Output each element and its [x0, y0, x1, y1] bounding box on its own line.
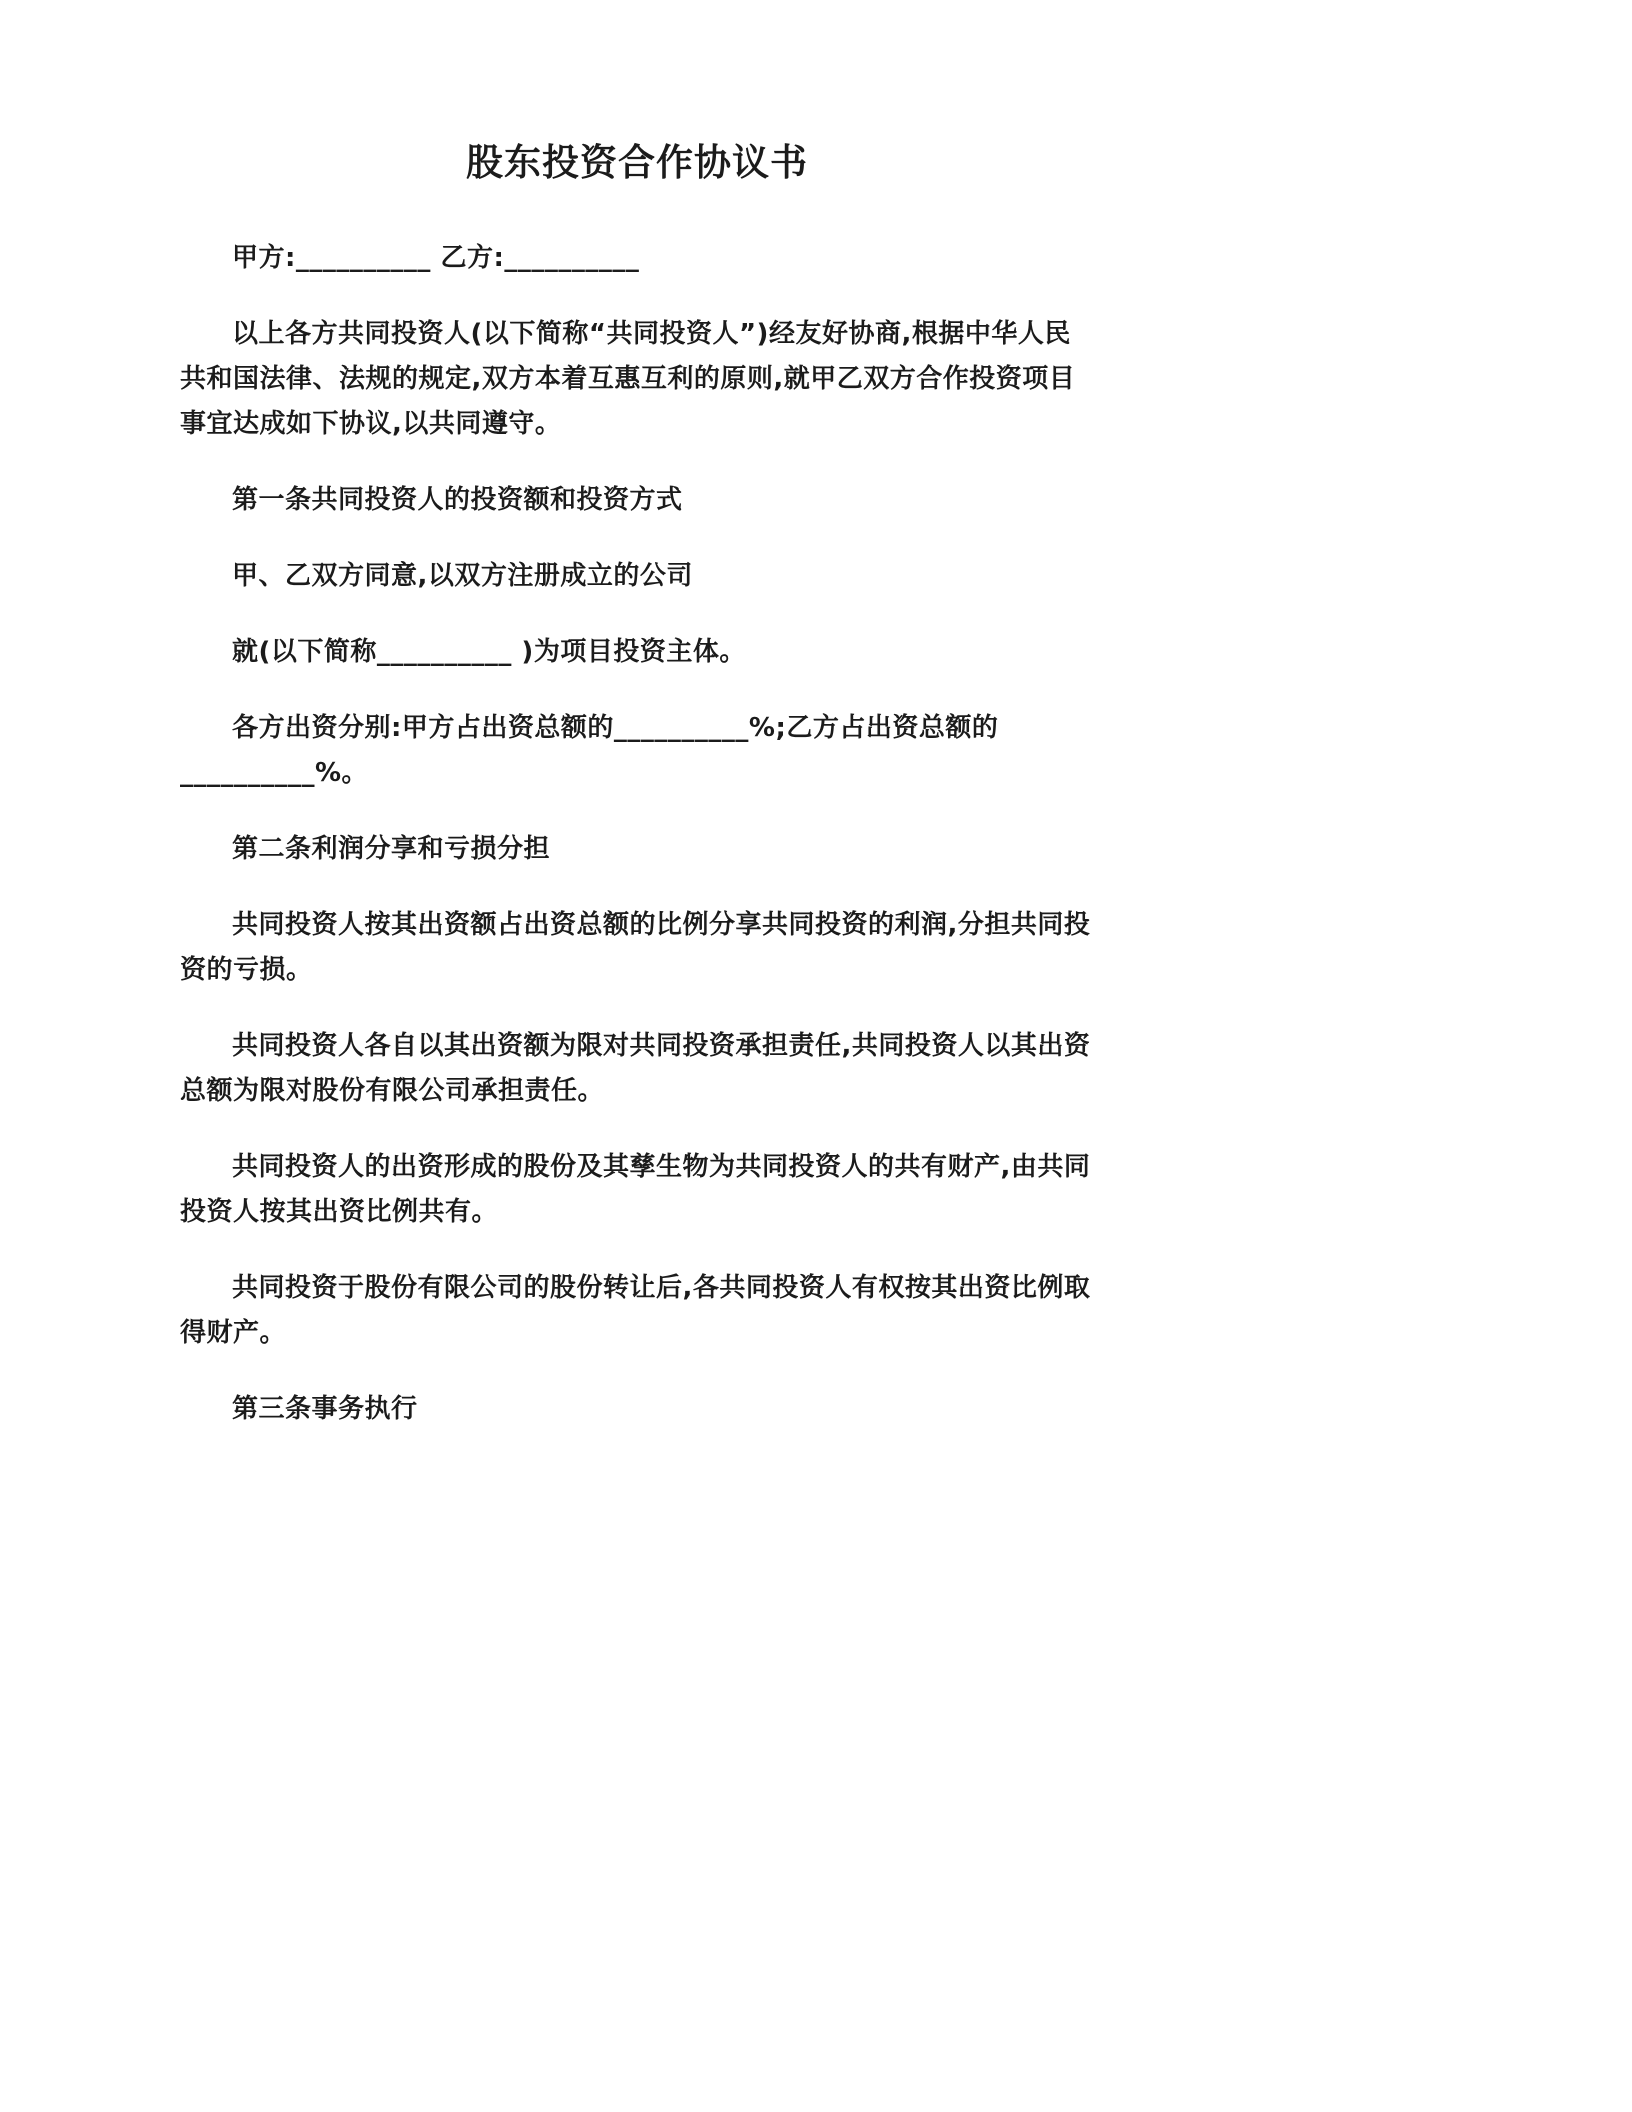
body-paragraph: 就(以下简称__________ )为项目投资主体。 — [232, 637, 746, 667]
body-paragraph: 各方出资分别:甲方占出资总额的__________%;乙方占出资总额的__________%。 — [180, 713, 999, 788]
body-paragraph: 甲、乙双方同意,以双方注册成立的公司 — [232, 561, 693, 591]
body-paragraph: 共同投资于股份有限公司的股份转让后,各共同投资人有权按其出资比例取得财产。 — [180, 1273, 1091, 1348]
document-content — [180, 138, 1094, 1463]
body-paragraph: 共同投资人按其出资额占出资总额的比例分享共同投资的利润,分担共同投资的亏损。 — [180, 910, 1091, 985]
section-heading: 第一条共同投资人的投资额和投资方式 — [232, 485, 683, 515]
body-paragraph: 共同投资人的出资形成的股份及其孳生物为共同投资人的共有财产,由共同投资人按其出资比例共有。 — [180, 1152, 1091, 1227]
document-body — [180, 236, 1094, 1432]
section-heading: 第三条事务执行 — [232, 1394, 418, 1424]
body-paragraph: 以上各方共同投资人(以下简称“共同投资人”)经友好协商,根据中华人民共和国法律、法规的规定,双方本着互惠互利的原则,就甲乙双方合作投资项目事宜达成如下协议,以共同遵守。 — [180, 319, 1076, 439]
section-heading: 第二条利润分享和亏损分担 — [232, 834, 551, 864]
document-title: 股东投资合作协议书 — [466, 141, 808, 184]
parties-line: 甲方:__________ 乙方:__________ — [232, 243, 640, 273]
body-paragraph: 共同投资人各自以其出资额为限对共同投资承担责任,共同投资人以其出资总额为限对股份有限公司承担责任。 — [180, 1031, 1091, 1106]
